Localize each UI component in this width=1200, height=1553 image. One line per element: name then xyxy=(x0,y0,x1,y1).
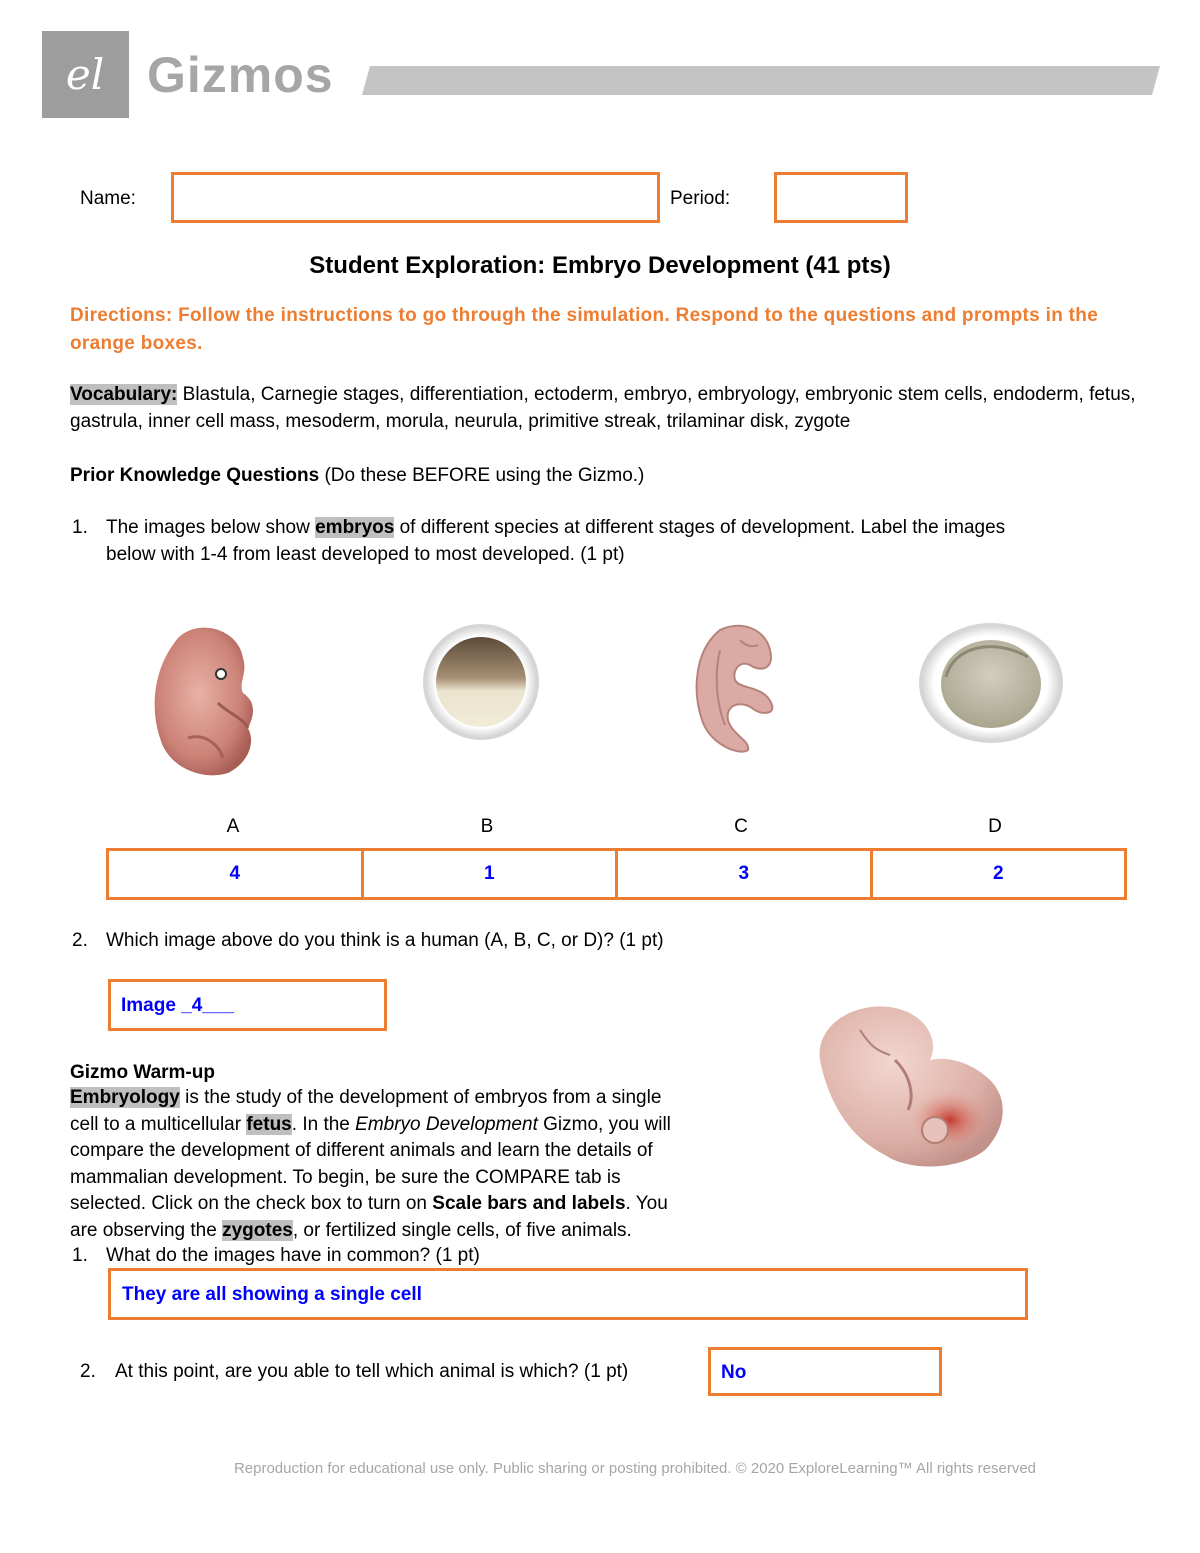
answer-cell-c[interactable]: 3 xyxy=(618,851,873,897)
warmup-q2-answer-box[interactable] xyxy=(708,1347,942,1396)
warmup-q2-text: At this point, are you able to tell which animal is which? (1 pt) xyxy=(115,1361,629,1382)
embryo-image-c xyxy=(680,620,780,755)
embryo-image-d xyxy=(918,622,1064,744)
warmup-q1-answer: They are all showing a single cell xyxy=(122,1284,422,1305)
warmup-q1-number: 1. xyxy=(72,1245,88,1266)
name-field[interactable] xyxy=(171,172,660,223)
vocabulary-terms: Blastula, Carnegie stages, differentiation, ectoderm, embryo, embryology, embryonic stem cells, endoderm, fetus, gastrula, inner cell mass, mesoderm, morula, neurula, primitive streak, trilaminar disk, zygote xyxy=(70,384,1136,432)
q1-number: 1. xyxy=(72,517,88,538)
svg-text:el: el xyxy=(65,50,105,99)
answer-table xyxy=(106,848,1127,900)
warmup-line2b: . In the xyxy=(291,1113,350,1135)
header-bar xyxy=(362,66,1160,95)
image-label-d: D xyxy=(988,816,1002,837)
period-label: Period: xyxy=(670,188,731,209)
warmup-term-scale-bars: Scale bars and labels xyxy=(432,1193,626,1214)
q2-text: Which image above do you think is a human (A, B, C, or D)? (1 pt) xyxy=(106,930,664,951)
vocabulary xyxy=(70,381,1150,435)
warmup-embryo-image xyxy=(800,1000,1012,1175)
name-label: Name: xyxy=(80,188,136,209)
warmup-line1: is the study of the development of embryos from a single xyxy=(185,1087,662,1108)
warmup-term-embryology: Embryology xyxy=(70,1087,180,1108)
warmup-line5b: . You xyxy=(625,1193,668,1214)
answer-cell-a[interactable]: 4 xyxy=(109,851,364,897)
explorelearning-logo xyxy=(42,31,129,118)
embryo-image-b xyxy=(422,623,540,741)
warmup-paragraph xyxy=(70,1085,770,1244)
warmup-line6a: are observing the xyxy=(70,1219,217,1241)
image-label-c: C xyxy=(734,816,748,837)
prior-knowledge-note: (Do these BEFORE using the Gizmo.) xyxy=(324,465,645,486)
prior-knowledge-title: Prior Knowledge Questions xyxy=(70,465,320,486)
prior-knowledge-heading xyxy=(70,462,1150,489)
logo-mark-icon xyxy=(42,31,129,118)
warmup-term-zygotes: zygotes xyxy=(222,1219,293,1241)
warmup-line4: mammalian development. To begin, be sure the COMPARE tab is xyxy=(70,1166,621,1188)
warmup-term-fetus: fetus xyxy=(246,1113,292,1135)
warmup-line2a: cell to a multicellular xyxy=(70,1113,242,1135)
warmup-line2d: Gizmo, you will xyxy=(543,1113,671,1135)
q1-line2: below with 1-4 from least developed to most developed. (1 pt) xyxy=(106,544,625,565)
q1-pre: The images below show xyxy=(106,517,310,538)
warmup-line3: compare the development of different animals and learn the details of xyxy=(70,1140,653,1161)
directions: Directions: Follow the instructions to go through the simulation. Respond to the questions and prompts in the orange boxes. xyxy=(70,305,1099,354)
warmup-line5a: selected. Click on the check box to turn on xyxy=(70,1193,427,1214)
brand-name: Gizmos xyxy=(147,47,334,103)
warmup-q2-number: 2. xyxy=(80,1361,96,1382)
q1-post: of different species at different stages of development. Label the images xyxy=(399,517,1006,538)
vocabulary-label: Vocabulary: xyxy=(70,384,178,405)
image-label-b: B xyxy=(480,816,494,837)
q2-number: 2. xyxy=(72,930,88,951)
period-field[interactable] xyxy=(774,172,908,223)
warmup-q2-answer: No xyxy=(721,1362,747,1383)
q1-text xyxy=(106,514,1156,568)
warmup-line6b: , or fertilized single cells, of five animals. xyxy=(292,1219,632,1241)
warmup-heading: Gizmo Warm-up xyxy=(70,1062,215,1083)
warmup-q1-text: What do the images have in common? (1 pt) xyxy=(106,1245,480,1266)
q2-answer: Image _4___ xyxy=(121,995,235,1016)
page-title: Student Exploration: Embryo Development (41 pts) xyxy=(309,252,891,279)
q2-answer-box[interactable] xyxy=(108,979,387,1031)
footer-copyright: Reproduction for educational use only. Public sharing or posting prohibited. © 2020 ExploreLearning™ All rights reserved xyxy=(233,1460,1037,1477)
answer-cell-b[interactable]: 1 xyxy=(364,851,619,897)
image-label-a: A xyxy=(226,816,240,837)
embryo-image-a xyxy=(148,618,268,780)
warmup-q1-answer-box[interactable] xyxy=(108,1268,1028,1320)
warmup-gizmo-name: Embryo Development xyxy=(355,1113,538,1135)
answer-cell-d[interactable]: 2 xyxy=(992,863,1004,884)
q1-term: embryos xyxy=(315,517,395,538)
